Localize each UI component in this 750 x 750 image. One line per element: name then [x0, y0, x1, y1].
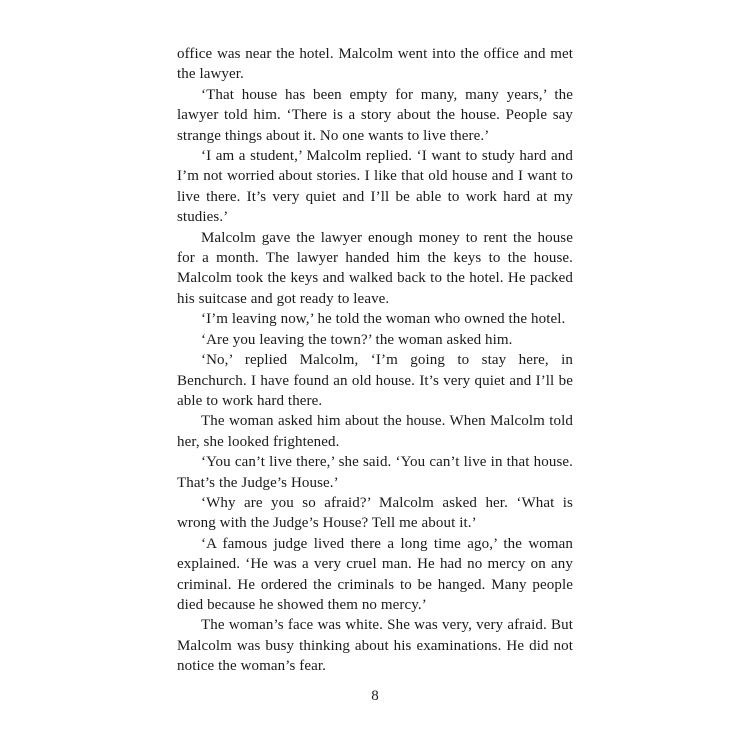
- paragraph-8: The woman asked him about the house. When Malcolm told her, she looked frightened.: [177, 413, 573, 450]
- paragraph-10: ‘Why are you so afraid?’ Malcolm asked her. ‘What is wrong with the Judge’s House? Tell me about it.’: [177, 494, 573, 532]
- paragraph-7: ‘No,’ replied Malcolm, ‘I’m going to stay here, in Benchurch. I have found an old house. It’s very quiet and I’ll be able to work hard there.: [177, 352, 573, 409]
- paragraph-2: ‘That house has been empty for many, many years,’ the lawyer told him. ‘There is a story about the house. People say strange things about it. No one wants to live there.’: [177, 86, 573, 144]
- paragraph-4: Malcolm gave the lawyer enough money to rent the house for a month. The lawyer handed him the keys to the house. Malcolm took the keys and walked back to the hotel. He packed his suitcase and got ready to leave.: [177, 229, 573, 307]
- page-number: 8: [371, 688, 379, 704]
- paragraph-6: ‘Are you leaving the town?’ the woman asked him.: [201, 331, 513, 348]
- paragraph-11: ‘A famous judge lived there a long time ago,’ the woman explained. ‘He was a very cruel man. He had no mercy on any criminal. He ordered the criminals to be hanged. Many people died because he showed them no mercy.’: [177, 535, 573, 613]
- paragraph-1: office was near the hotel. Malcolm went into the office and met the lawyer.: [177, 46, 573, 83]
- paragraph-12: The woman’s face was white. She was very, very afraid. But Malcolm was busy thinking about his examinations. He did not notice the woman’s fear.: [177, 617, 573, 675]
- paragraph-3: ‘I am a student,’ Malcolm replied. ‘I want to study hard and I’m not worried about stories. I like that old house and I want to live there. It’s very quiet and I’ll be able to work hard at my studies.’: [177, 148, 573, 226]
- book-page: [177, 44, 573, 714]
- paragraph-5: ‘I’m leaving now,’ he told the woman who owned the hotel.: [201, 311, 566, 328]
- paragraph-9: ‘You can’t live there,’ she said. ‘You can’t live in that house. That’s the Judge’s House.’: [177, 454, 573, 491]
